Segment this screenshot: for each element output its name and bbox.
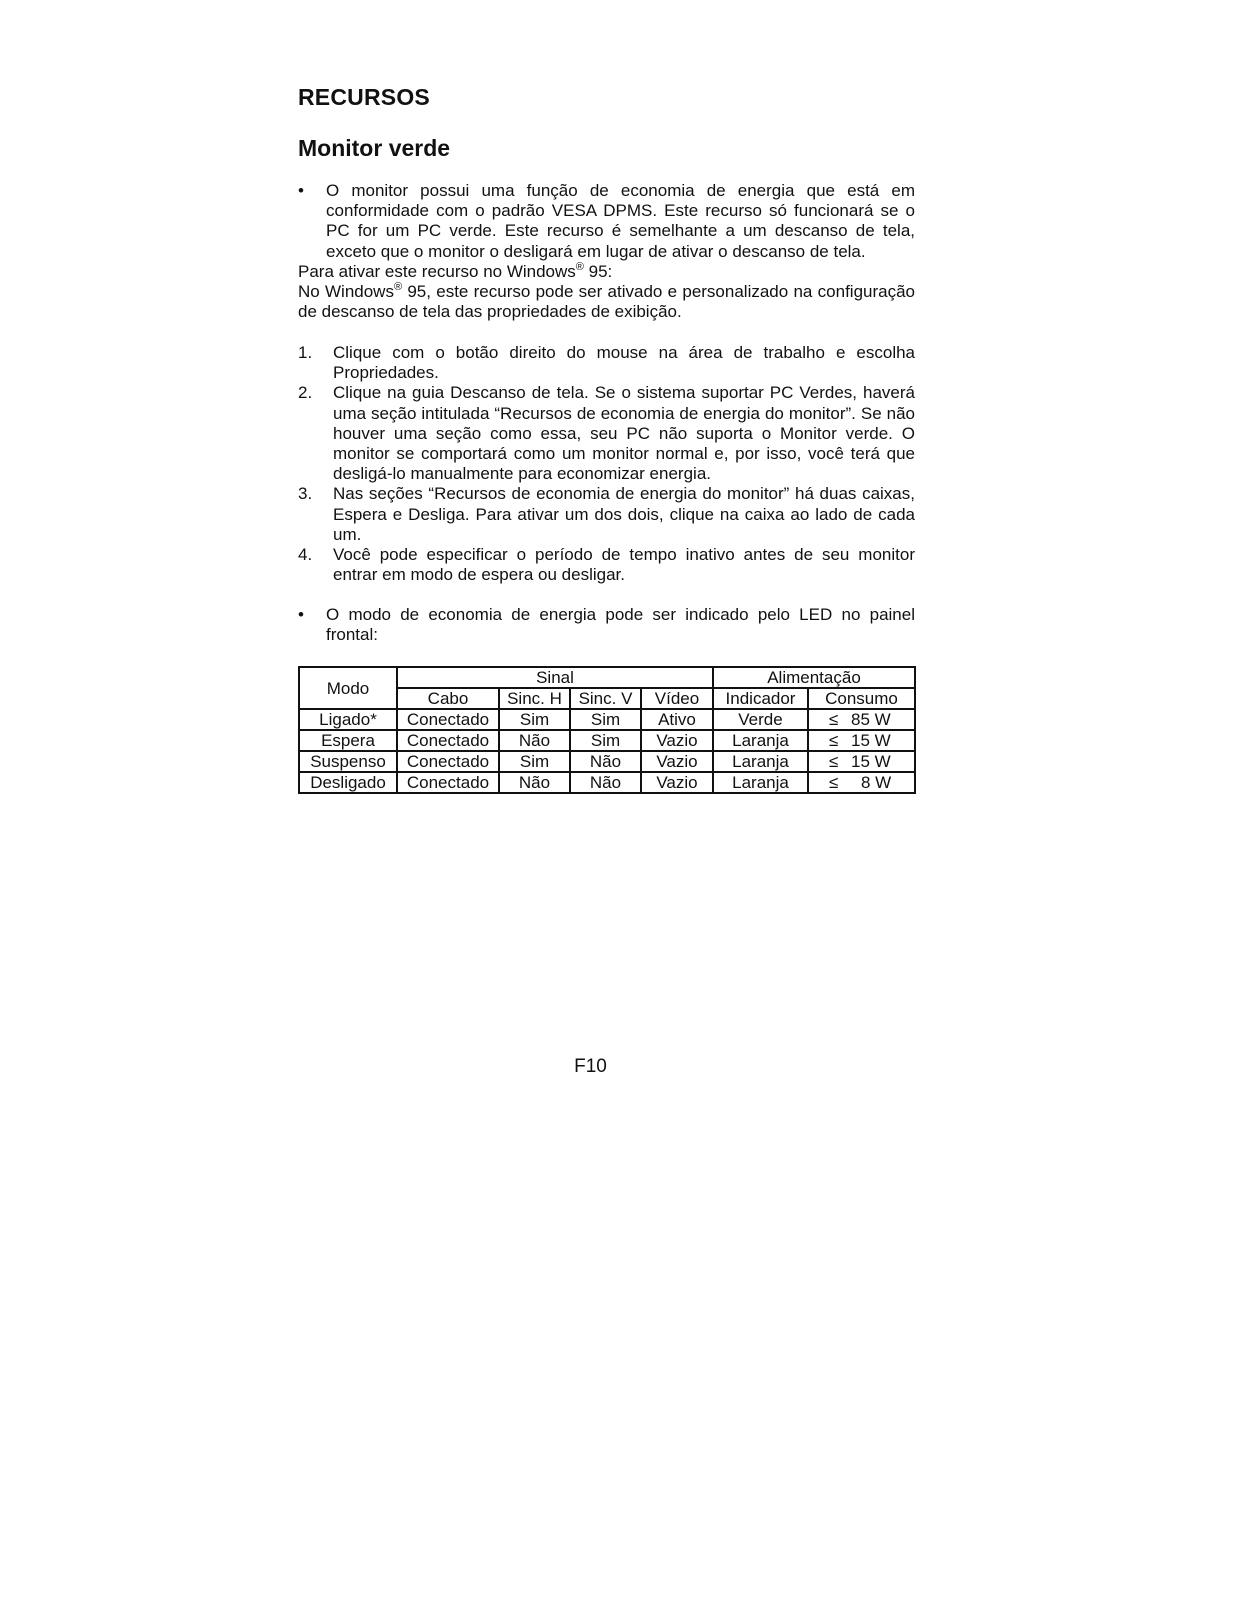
cell-cable: Conectado <box>397 772 499 793</box>
header-consumption: Consumo <box>808 688 915 709</box>
steps-list <box>298 343 915 585</box>
leq-symbol: ≤ <box>829 710 839 729</box>
cell-indicator: Verde <box>713 709 808 730</box>
header-indicator: Indicador <box>713 688 808 709</box>
cell-cable: Conectado <box>397 751 499 772</box>
list-item <box>298 383 915 484</box>
cell-mode: Ligado* <box>299 709 397 730</box>
registered-mark: ® <box>575 260 584 273</box>
cell-indicator: Laranja <box>713 730 808 751</box>
bullet-text: O modo de economia de energia pode ser indicado pelo LED no painel frontal: <box>326 605 915 645</box>
cell-consumption <box>808 730 915 751</box>
cell-mode: Espera <box>299 730 397 751</box>
cell-mode: Suspenso <box>299 751 397 772</box>
registered-mark: ® <box>393 281 403 294</box>
cell-consumption <box>808 709 915 730</box>
cell-video: Ativo <box>641 709 713 730</box>
list-number: 2. <box>298 383 313 403</box>
windows-paragraph <box>298 282 915 322</box>
list-text: Clique na guia Descanso de tela. Se o sistema suportar PC Verdes, haverá uma seção intitulada “Recursos de economia de energia do monitor”. Se não houver uma seção como essa, seu PC não suporta o Monitor verde. O monitor se comportará como um monitor normal e, por isso, você terá que desligá-lo manualmente para economizar energia. <box>333 383 915 484</box>
leq-symbol: ≤ <box>829 752 839 771</box>
bullet-item-led <box>298 605 915 645</box>
cell-indicator: Laranja <box>713 751 808 772</box>
cell-video: Vazio <box>641 772 713 793</box>
led-block <box>298 605 915 645</box>
header-hsync: Sinc. H <box>499 688 570 709</box>
header-video: Vídeo <box>641 688 713 709</box>
activate-line <box>298 262 915 282</box>
header-mode: Modo <box>299 667 397 709</box>
cell-cable: Conectado <box>397 709 499 730</box>
table-row <box>299 751 915 772</box>
bullet-icon: • <box>298 181 304 200</box>
consumption-value: 15 W <box>851 731 891 750</box>
section-title: Monitor verde <box>298 135 451 161</box>
consumption-value: 8 W <box>861 773 892 792</box>
leq-symbol: ≤ <box>829 731 839 750</box>
list-number: 4. <box>298 545 313 565</box>
list-item <box>298 343 915 383</box>
windows-text: No Windows <box>298 282 394 302</box>
cell-consumption <box>808 751 915 772</box>
cell-vsync: Sim <box>570 730 641 751</box>
cell-vsync: Não <box>570 772 641 793</box>
cell-hsync: Não <box>499 730 570 751</box>
leq-symbol: ≤ <box>829 773 839 792</box>
power-mode-table <box>298 666 916 794</box>
cell-indicator: Laranja <box>713 772 808 793</box>
list-text: Clique com o botão direito do mouse na área de trabalho e escolha Propriedades. <box>333 343 915 383</box>
cell-hsync: Não <box>499 772 570 793</box>
page-number: F10 <box>574 1056 607 1077</box>
cell-video: Vazio <box>641 751 713 772</box>
bullet-text: O monitor possui uma função de economia de energia que está em conformidade com o padrão VESA DPMS. Este recurso só funcionará se o PC for um PC verde. Este recurso é semelhante a um descanso de tela, exceto que o monitor o desligará em lugar de ativar o descanso de tela. <box>326 181 915 261</box>
header-vsync: Sinc. V <box>570 688 641 709</box>
cell-cable: Conectado <box>397 730 499 751</box>
page-title: RECURSOS <box>298 84 430 110</box>
cell-mode: Desligado <box>299 772 397 793</box>
list-text: Nas seções “Recursos de economia de energia do monitor” há duas caixas, Espera e Desliga. Para ativar um dos dois, clique na caixa ao lado de cada um. <box>333 484 915 544</box>
table-header-row <box>299 667 915 688</box>
consumption-value: 15 W <box>851 752 891 771</box>
cell-hsync: Sim <box>499 709 570 730</box>
list-number: 3. <box>298 484 313 504</box>
table-row <box>299 772 915 793</box>
list-text: Você pode especificar o período de tempo inativo antes de seu monitor entrar em modo de espera ou desligar. <box>333 545 915 585</box>
header-power: Alimentação <box>713 667 915 688</box>
bullet-item-economy <box>298 181 915 262</box>
windows-detail: 95, este recurso pode ser ativado e personalizado na configuração de descanso de tela das propriedades de exibição. <box>298 282 915 322</box>
header-signal: Sinal <box>397 667 713 688</box>
cell-vsync: Não <box>570 751 641 772</box>
list-item <box>298 484 915 545</box>
bullet-icon: • <box>298 605 304 624</box>
cell-vsync: Sim <box>570 709 641 730</box>
consumption-value: 85 W <box>851 710 891 729</box>
intro-block <box>298 181 915 322</box>
list-number: 1. <box>298 343 313 362</box>
cell-consumption <box>808 772 915 793</box>
table-row <box>299 709 915 730</box>
cell-hsync: Sim <box>499 751 570 772</box>
activate-version: 95: <box>583 261 613 281</box>
activate-text: Para ativar este recurso no Windows <box>298 261 576 281</box>
list-item <box>298 545 915 585</box>
cell-video: Vazio <box>641 730 713 751</box>
table-row <box>299 730 915 751</box>
header-cable: Cabo <box>397 688 499 709</box>
